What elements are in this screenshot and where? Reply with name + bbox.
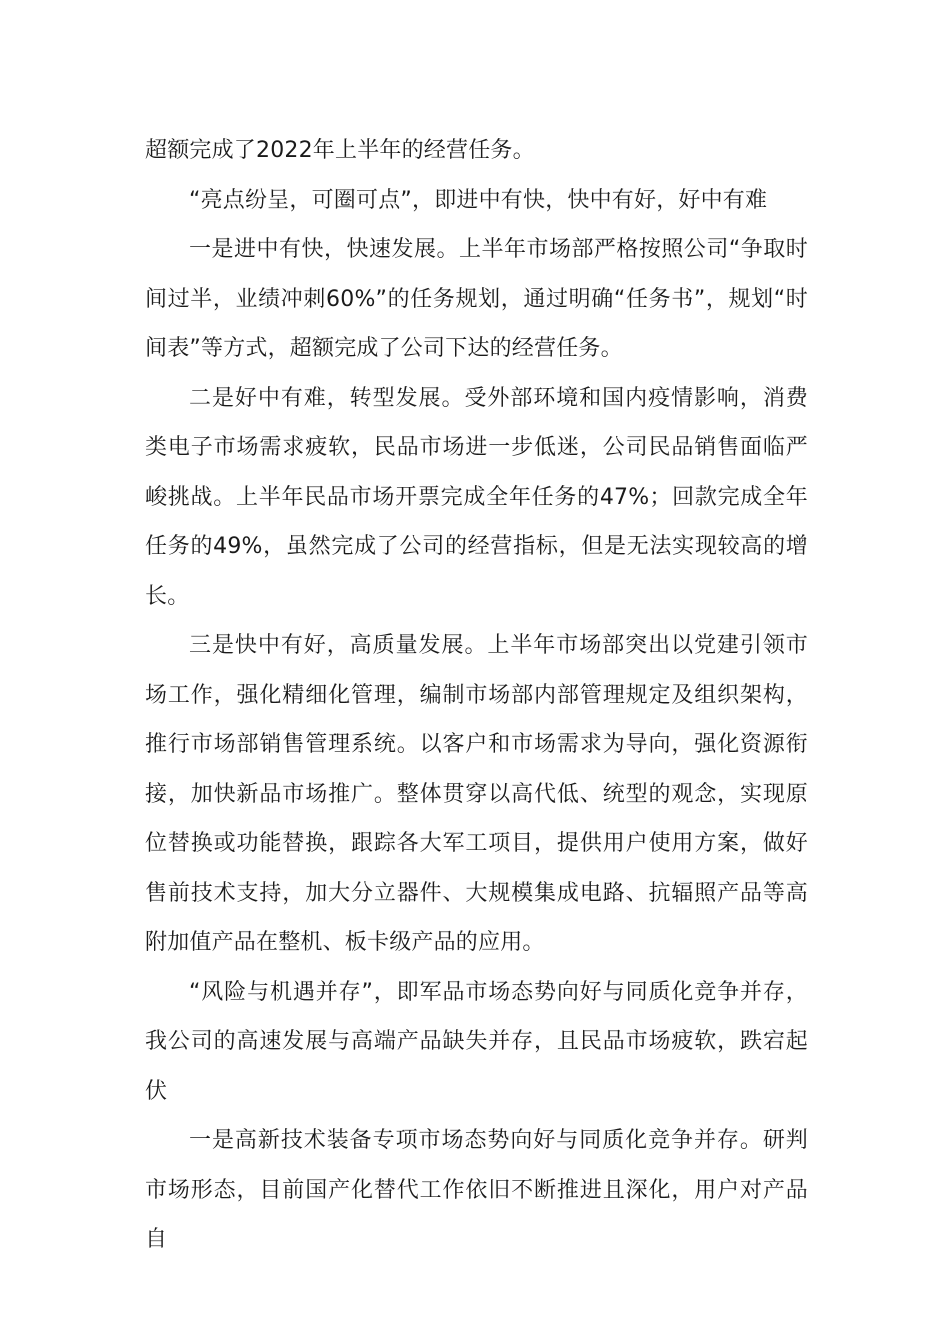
paragraph-point-three: 三是快中有好，高质量发展。上半年市场部突出以党建引领市场工作，强化精细化管理，编制市场部内部管理规定及组织架构，推行市场部销售管理系统。以客户和市场需求为导向，强化资源衔接，加快新品市场推广。整体贯穿以高代低、统型的观念，实现原位替换或功能替换，跟踪各大军工项目，提供用户使用方案，做好售前技术支持，加大分立器件、大规模集成电路、抗辐照产品等高附加值产品在整机、板卡级产品的应用。 [145, 633, 808, 955]
paragraph-point-one: 一是进中有快，快速发展。上半年市场部严格按照公司“争取时间过半，业绩冲刺60%”的任务规划，通过明确“任务书”，规划“时间表”等方式，超额完成了公司下达的经营任务。 [145, 237, 808, 361]
paragraph-risk-point-one: 一是高新技术装备专项市场态势向好与同质化竞争并存。研判市场形态，目前国产化替代工作依旧不断推进且深化，用户对产品自 [145, 1128, 808, 1252]
paragraph-point-two: 二是好中有难，转型发展。受外部环境和国内疫情影响，消费类电子市场需求疲软，民品市场进一步低迷，公司民品销售面临严峻挑战。上半年民品市场开票完成全年任务的47%；回款完成全年任务的49%，虽然完成了公司的经营指标，但是无法实现较高的增长。 [145, 385, 808, 609]
document-body [145, 126, 808, 1265]
paragraph-continuation: 超额完成了2022年上半年的经营任务。 [145, 138, 535, 163]
paragraph-highlights-heading: “亮点纷呈，可圈可点”，即进中有快，快中有好，好中有难 [189, 187, 768, 213]
paragraph-risk-heading: “风险与机遇并存”，即军品市场态势向好与同质化竞争并存，我公司的高速发展与高端产品缺失并存，且民品市场疲软，跌宕起伏 [145, 979, 808, 1104]
